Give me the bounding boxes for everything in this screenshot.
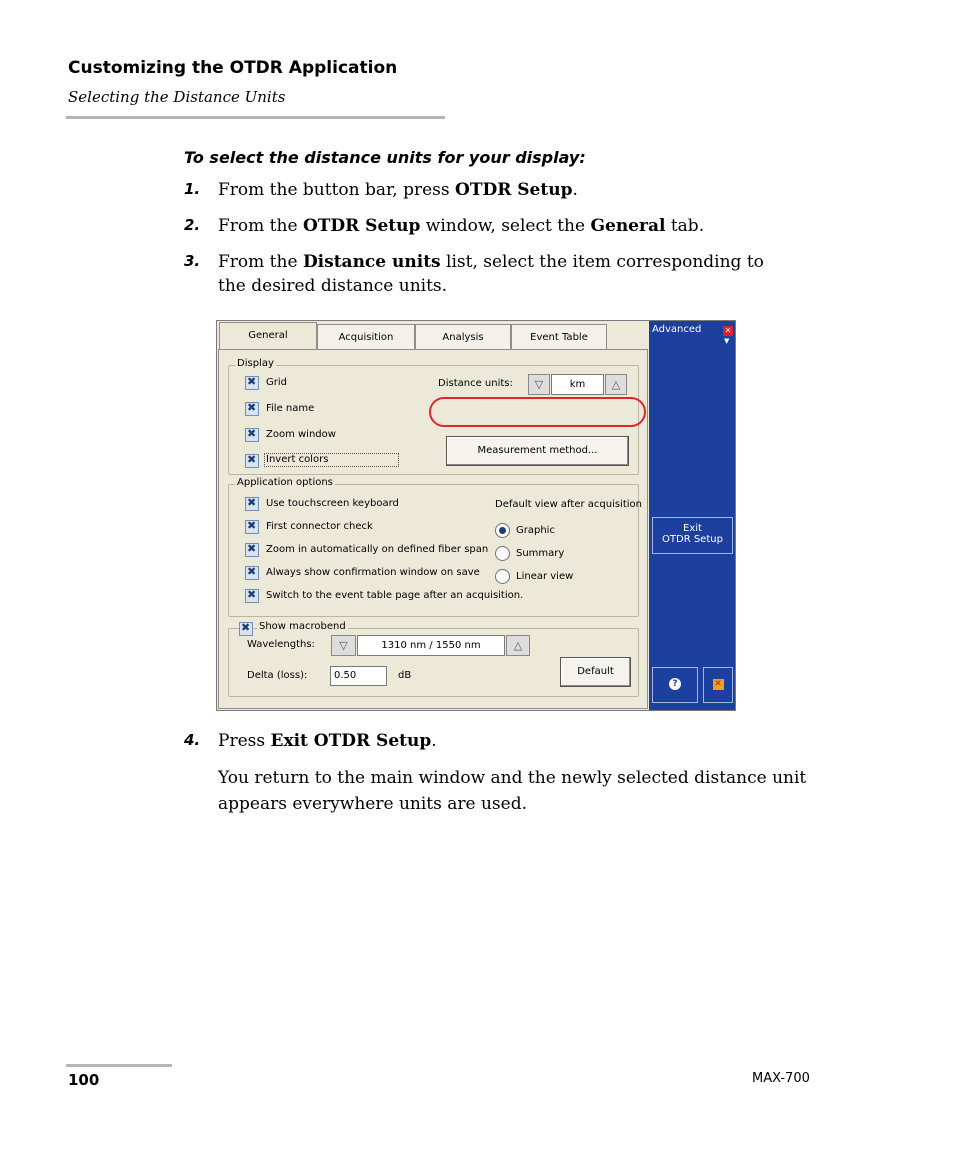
step-text: Press Exit OTDR Setup. (218, 731, 437, 751)
step-number: 2. (184, 216, 201, 234)
zoom-window-label: Zoom window (266, 429, 336, 440)
confirmation-label: Always show confirmation window on save (266, 567, 480, 578)
tab-panel (218, 349, 648, 709)
chapter-title: Customizing the OTDR Application (68, 58, 398, 78)
graphic-label: Graphic (516, 525, 555, 536)
wavelengths-up-button[interactable]: △ (506, 635, 530, 656)
first-connector-checkbox[interactable] (245, 520, 259, 534)
wavelengths-down-button[interactable]: ▽ (331, 635, 356, 656)
page-number: 100 (68, 1071, 100, 1089)
tab-event-table[interactable]: Event Table (511, 324, 607, 349)
pointer-icon: ▼ (724, 337, 730, 345)
display-group-label: Display (237, 358, 274, 369)
help-icon: ? (669, 678, 681, 690)
step-text: From the button bar, press OTDR Setup. (218, 180, 578, 200)
header-rule (66, 116, 445, 119)
result-paragraph: You return to the main window and the newly selected distance unit appears everywhere units are used. (218, 768, 807, 814)
zoom-auto-label: Zoom in automatically on defined fiber span (266, 544, 489, 555)
file-name-label: File name (266, 403, 315, 414)
wavelengths-label: Wavelengths: (247, 639, 315, 650)
tab-general[interactable]: General (219, 322, 317, 350)
first-connector-label: First connector check (266, 521, 373, 532)
default-view-label: Default view after acquisition (495, 499, 642, 510)
grid-checkbox[interactable] (245, 376, 259, 390)
linear-view-label: Linear view (516, 571, 574, 582)
product-name: MAX-700 (752, 1071, 810, 1086)
wavelengths-value[interactable]: 1310 nm / 1550 nm (357, 635, 505, 656)
tab-acquisition[interactable]: Acquisition (317, 324, 415, 349)
show-macrobend-label: Show macrobend (259, 621, 346, 632)
exit-button-line1: Exit (683, 523, 702, 534)
show-macrobend-checkbox[interactable] (239, 622, 253, 636)
application-options-label: Application options (237, 477, 333, 488)
step-number: 3. (184, 252, 201, 270)
grid-label: Grid (266, 377, 287, 388)
zoom-auto-checkbox[interactable] (245, 543, 259, 557)
delta-loss-unit: dB (398, 670, 412, 681)
section-subtitle: Selecting the Distance Units (68, 88, 286, 106)
cancel-icon: ✕ (714, 679, 722, 689)
file-name-checkbox[interactable] (245, 402, 259, 416)
advanced-sidebar (649, 321, 735, 710)
zoom-window-checkbox[interactable] (245, 428, 259, 442)
invert-colors-checkbox[interactable] (245, 454, 259, 468)
summary-label: Summary (516, 548, 565, 559)
exit-button-line2: OTDR Setup (662, 534, 723, 545)
macrobend-group (228, 621, 639, 697)
delta-loss-input[interactable]: 0.50 (330, 666, 387, 686)
distance-units-value[interactable]: km (551, 374, 604, 395)
help-button[interactable] (652, 667, 698, 703)
measurement-method-button[interactable]: Measurement method... (446, 436, 629, 466)
event-table-switch-checkbox[interactable] (245, 589, 259, 603)
tab-analysis[interactable]: Analysis (415, 324, 511, 349)
event-table-switch-label: Switch to the event table page after an acquisition. (266, 590, 524, 601)
step-text: From the OTDR Setup window, select the General tab. (218, 216, 705, 236)
cancel-button[interactable] (703, 667, 733, 703)
linear-view-radio[interactable] (495, 569, 510, 584)
default-button[interactable]: Default (560, 657, 631, 687)
distance-units-down-button[interactable]: ▽ (528, 374, 550, 395)
step-number: 1. (184, 180, 201, 198)
distance-units-up-button[interactable]: △ (605, 374, 627, 395)
graphic-radio[interactable] (495, 523, 510, 538)
distance-units-label: Distance units: (438, 378, 513, 389)
touchscreen-keyboard-label: Use touchscreen keyboard (266, 498, 399, 509)
otdr-setup-screenshot (216, 320, 736, 711)
exit-otdr-setup-button[interactable] (652, 517, 733, 554)
close-icon[interactable]: ✕ (724, 326, 732, 335)
delta-loss-label: Delta (loss): (247, 670, 308, 681)
sidebar-title: Advanced (652, 324, 702, 335)
confirmation-checkbox[interactable] (245, 566, 259, 580)
application-options-group (228, 477, 642, 617)
distance-units-highlight (429, 397, 646, 427)
invert-colors-label: Invert colors (264, 453, 399, 467)
footer-rule (66, 1064, 172, 1067)
step-number: 4. (184, 731, 201, 749)
procedure-heading: To select the distance units for your display: (184, 148, 586, 167)
touchscreen-keyboard-checkbox[interactable] (245, 497, 259, 511)
summary-radio[interactable] (495, 546, 510, 561)
step-text: From the Distance units list, select the item corresponding to the desired distance units. (218, 252, 764, 296)
